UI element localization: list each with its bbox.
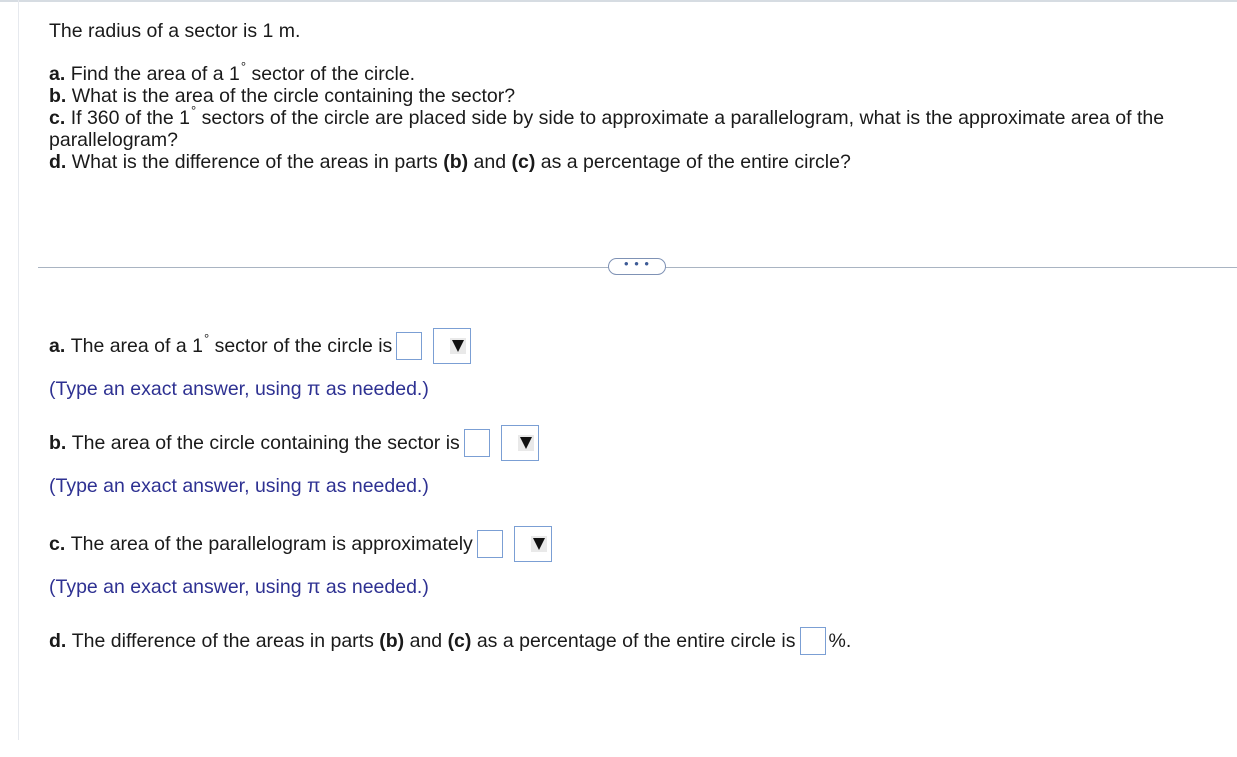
answer-a-post: sector of the circle is (214, 335, 393, 357)
part-a-post: sector of the circle. (251, 63, 416, 85)
part-d-c-ref: (c) (511, 151, 536, 173)
part-d-b-ref: (b) (443, 151, 469, 173)
question-intro: The radius of a sector is 1 m. (49, 20, 301, 42)
part-c-pre: If 360 of the 1 (70, 107, 190, 129)
answer-b (49, 425, 539, 498)
answer-d-b-ref: (b) (379, 630, 405, 652)
part-d-post: as a percentage of the entire circle? (540, 151, 851, 173)
question-part-d (49, 151, 1199, 173)
part-c-post: sectors of the circle are placed side by side to approximate a parallelogram, what is the approximate area of the parallelogram? (49, 107, 1165, 151)
dropdown-arrow-icon (520, 437, 532, 449)
answer-b-unit-dropdown[interactable] (501, 425, 539, 461)
left-border (18, 0, 19, 740)
part-d-pre: What is the difference of the areas in parts (71, 151, 438, 173)
answer-d-pre: The difference of the areas in parts (71, 630, 374, 652)
dropdown-arrow-icon (533, 538, 545, 550)
percent-sign: %. (828, 630, 852, 652)
answer-c-unit-dropdown[interactable] (514, 526, 552, 562)
degree-symbol: ° (190, 103, 197, 118)
answer-b-text: The area of the circle containing the sector is (71, 432, 460, 454)
part-b-letter: b. (49, 85, 67, 107)
answer-c-letter: c. (49, 533, 66, 555)
answer-b-letter: b. (49, 432, 67, 454)
answer-a-input[interactable] (396, 332, 422, 360)
answer-d (49, 627, 851, 655)
answer-b-hint: (Type an exact answer, using π as needed.) (49, 475, 429, 497)
answer-d-c-ref: (c) (447, 630, 472, 652)
question-part-c (49, 103, 1199, 151)
answer-d-input[interactable] (800, 627, 826, 655)
question-part-a (49, 59, 1199, 85)
more-dots-icon: • • • (624, 256, 650, 271)
answer-a-pre: The area of a 1 (70, 335, 203, 357)
answer-d-letter: d. (49, 630, 67, 652)
part-a-pre: Find the area of a 1 (70, 63, 240, 85)
part-b-text: What is the area of the circle containing the sector? (71, 85, 516, 107)
top-border (0, 0, 1237, 2)
answer-c-hint: (Type an exact answer, using π as needed.) (49, 576, 429, 598)
more-button[interactable] (608, 258, 666, 275)
degree-symbol: ° (240, 59, 247, 74)
degree-symbol: ° (203, 331, 210, 346)
answer-c (49, 526, 552, 599)
part-a-letter: a. (49, 63, 66, 85)
question-part-b (49, 85, 1199, 107)
answer-d-post: as a percentage of the entire circle is (476, 630, 796, 652)
answer-a-hint: (Type an exact answer, using π as needed.) (49, 378, 429, 400)
answer-b-input[interactable] (464, 429, 490, 457)
dropdown-arrow-icon (452, 340, 464, 352)
question-text (49, 20, 1199, 173)
answer-a-letter: a. (49, 335, 66, 357)
part-c-letter: c. (49, 107, 66, 129)
answer-c-text: The area of the parallelogram is approximately (70, 533, 473, 555)
answer-a-unit-dropdown[interactable] (433, 328, 471, 364)
part-d-mid: and (473, 151, 507, 173)
answer-a (49, 328, 471, 401)
part-d-letter: d. (49, 151, 67, 173)
answer-c-input[interactable] (477, 530, 503, 558)
answer-d-mid: and (409, 630, 443, 652)
